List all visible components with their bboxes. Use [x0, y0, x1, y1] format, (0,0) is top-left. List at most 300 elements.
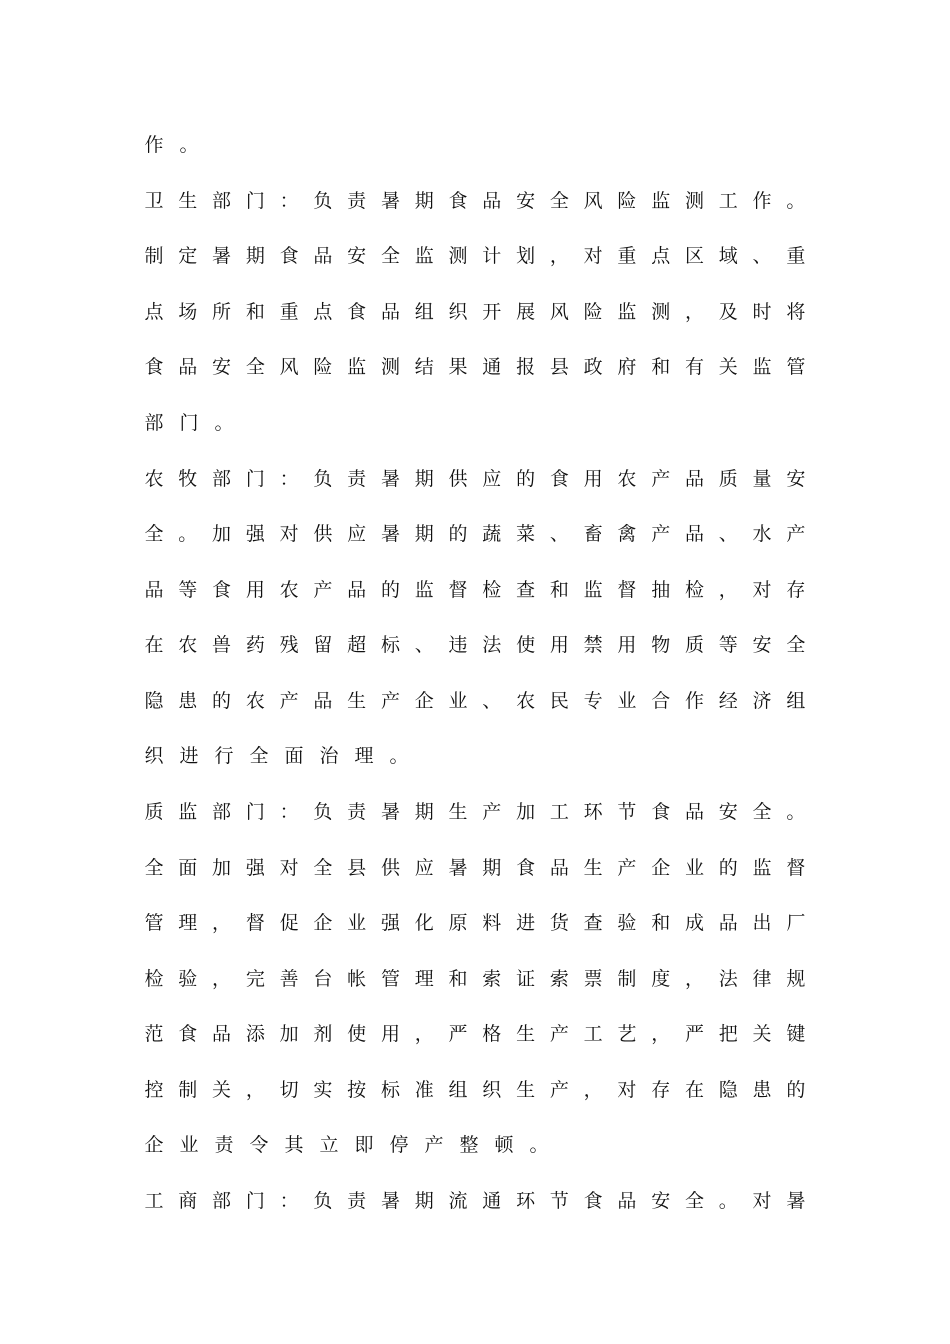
text-char: 监 [347, 356, 367, 378]
text-char: 食 [212, 579, 232, 601]
text-char: 键 [786, 1023, 806, 1045]
text-char: 禽 [617, 523, 637, 545]
text-char: 格 [482, 1023, 502, 1045]
text-char: 艺 [617, 1023, 637, 1045]
text-char: 兽 [212, 634, 232, 656]
text-char: 险 [583, 301, 603, 323]
text-char: 全 [684, 1190, 704, 1212]
text-char: 应 [414, 857, 434, 879]
text-char: 对 [617, 1079, 637, 1101]
text-line [144, 1186, 806, 1216]
text-char: 作 [684, 690, 704, 712]
text-char: 县 [347, 857, 367, 879]
text-char: 隐 [718, 1079, 738, 1101]
text-char: 加 [516, 801, 536, 823]
text-char: 法 [718, 968, 738, 990]
text-char: 业 [617, 690, 637, 712]
text-char: 全 [245, 356, 265, 378]
text-char: 。 [179, 134, 199, 156]
text-line [144, 1130, 806, 1160]
text-char: 安 [651, 1190, 671, 1212]
text-char: 的 [516, 468, 536, 490]
text-char: 重 [786, 245, 806, 267]
text-char: 作 [144, 134, 164, 156]
text-char: 负 [313, 801, 333, 823]
text-char: 用 [617, 634, 637, 656]
text-char: 切 [279, 1079, 299, 1101]
text-char: 生 [583, 857, 603, 879]
text-char: 农 [516, 690, 536, 712]
text-char: 规 [786, 968, 806, 990]
text-line [144, 1075, 806, 1105]
text-char: 负 [313, 1190, 333, 1212]
text-char: 业 [448, 690, 468, 712]
text-char: 善 [279, 968, 299, 990]
text-char: 、 [482, 690, 502, 712]
text-char: 索 [482, 968, 502, 990]
text-char: 企 [651, 857, 671, 879]
text-char: 行 [214, 745, 234, 767]
text-char: 患 [752, 1079, 772, 1101]
text-char: 票 [583, 968, 603, 990]
text-char: 将 [786, 301, 806, 323]
text-char: 药 [245, 634, 265, 656]
text-char: 产 [617, 857, 637, 879]
text-char: 食 [279, 245, 299, 267]
text-char: 强 [245, 857, 265, 879]
text-char: 暑 [212, 245, 232, 267]
text-char: 食 [583, 1190, 603, 1212]
text-char: 畜 [583, 523, 603, 545]
text-char: 门 [245, 190, 265, 212]
text-char: 强 [245, 523, 265, 545]
text-char: 安 [752, 634, 772, 656]
text-char: 负 [313, 190, 333, 212]
text-char: 农 [144, 468, 164, 490]
text-char: 期 [414, 801, 434, 823]
text-char: 展 [516, 301, 536, 323]
text-char: 关 [752, 1023, 772, 1045]
text-char: 的 [212, 690, 232, 712]
text-char: 患 [178, 690, 198, 712]
text-char: 水 [752, 523, 772, 545]
text-char: 在 [684, 1079, 704, 1101]
text-char: 部 [144, 412, 164, 434]
text-char: 品 [212, 1023, 232, 1045]
text-char: 期 [414, 523, 434, 545]
text-char: 标 [380, 634, 400, 656]
text-char: 安 [212, 356, 232, 378]
text-char: 所 [212, 301, 232, 323]
text-char: 食 [549, 468, 569, 490]
text-char: 等 [178, 579, 198, 601]
text-line [144, 408, 806, 438]
text-char: 和 [651, 912, 671, 934]
text-char: 和 [651, 356, 671, 378]
text-char: 全 [313, 857, 333, 879]
text-char: 。 [214, 412, 234, 434]
text-char: 。 [529, 1134, 549, 1156]
text-char: 品 [313, 245, 333, 267]
text-char: 厂 [786, 912, 806, 934]
text-char: 用 [549, 634, 569, 656]
text-char: 质 [144, 801, 164, 823]
text-char: 加 [279, 1023, 299, 1045]
text-char: 禁 [583, 634, 603, 656]
text-char: ， [684, 301, 704, 323]
text-char: 农 [617, 468, 637, 490]
text-char: 门 [245, 468, 265, 490]
text-char: 对 [583, 245, 603, 267]
text-char: 产 [651, 468, 671, 490]
text-char: 即 [354, 1134, 374, 1156]
text-char: 加 [212, 857, 232, 879]
text-char: 风 [549, 301, 569, 323]
text-char: 留 [313, 634, 333, 656]
text-char: 险 [313, 356, 333, 378]
text-char: 期 [414, 190, 434, 212]
text-char: 组 [448, 1079, 468, 1101]
text-char: 和 [448, 968, 468, 990]
text-char: 化 [414, 912, 434, 934]
text-char: 把 [718, 1023, 738, 1045]
text-char: 期 [245, 245, 265, 267]
text-char: 安 [516, 190, 536, 212]
text-char: 严 [684, 1023, 704, 1045]
text-char: 暑 [786, 1190, 806, 1212]
text-char: 农 [178, 634, 198, 656]
text-char: 品 [380, 301, 400, 323]
text-char: ， [718, 579, 738, 601]
text-char: 制 [617, 968, 637, 990]
text-char: 流 [448, 1190, 468, 1212]
text-char: 对 [752, 579, 772, 601]
text-char: 的 [448, 523, 468, 545]
text-char: 暑 [448, 857, 468, 879]
text-char: 组 [414, 301, 434, 323]
text-char: 验 [617, 912, 637, 934]
text-char: 供 [313, 523, 333, 545]
text-char: 用 [583, 468, 603, 490]
text-char: 结 [414, 356, 434, 378]
text-char: 品 [718, 912, 738, 934]
text-char: 经 [718, 690, 738, 712]
text-char: 使 [347, 1023, 367, 1045]
text-char: 全 [144, 857, 164, 879]
text-line [144, 1019, 806, 1049]
text-char: 停 [389, 1134, 409, 1156]
text-char: 品 [482, 190, 502, 212]
text-char: 工 [144, 1190, 164, 1212]
text-char: 关 [718, 356, 738, 378]
text-char: ， [549, 245, 569, 267]
text-char: ， [583, 1079, 603, 1101]
text-char: 产 [424, 1134, 444, 1156]
text-char: 业 [347, 912, 367, 934]
text-char: 督 [448, 579, 468, 601]
text-char: ， [212, 912, 232, 934]
text-char: 督 [617, 579, 637, 601]
text-char: 生 [347, 690, 367, 712]
text-char: 工 [583, 1023, 603, 1045]
text-char: 安 [347, 245, 367, 267]
text-char: 供 [380, 857, 400, 879]
text-char: 政 [583, 356, 603, 378]
text-char: 牧 [178, 468, 198, 490]
text-line [144, 297, 806, 327]
text-line [144, 464, 806, 494]
text-char: 门 [245, 1190, 265, 1212]
text-char: 超 [347, 634, 367, 656]
text-char: 令 [249, 1134, 269, 1156]
text-char: 理 [414, 968, 434, 990]
text-char: 责 [214, 1134, 234, 1156]
text-char: 督 [786, 857, 806, 879]
text-line [144, 797, 806, 827]
text-char: 暑 [380, 468, 400, 490]
text-char: 部 [212, 801, 232, 823]
text-char: 场 [178, 301, 198, 323]
text-char: 应 [347, 523, 367, 545]
text-char: 节 [617, 801, 637, 823]
text-char: 证 [516, 968, 536, 990]
text-char: 。 [786, 801, 806, 823]
text-char: 。 [786, 190, 806, 212]
text-char: 食 [347, 301, 367, 323]
text-char: 开 [482, 301, 502, 323]
text-char: 制 [144, 245, 164, 267]
text-char: 进 [516, 912, 536, 934]
text-char: 进 [179, 745, 199, 767]
text-char: 责 [347, 1190, 367, 1212]
text-char: 部 [212, 1190, 232, 1212]
text-char: 检 [144, 968, 164, 990]
text-char: 法 [482, 634, 502, 656]
text-char: 企 [414, 690, 434, 712]
text-char: 监 [752, 356, 772, 378]
text-char: 使 [516, 634, 536, 656]
text-char: 生 [516, 1023, 536, 1045]
text-char: 品 [684, 523, 704, 545]
text-char: 品 [313, 690, 333, 712]
text-char: 成 [684, 912, 704, 934]
text-char: 县 [549, 356, 569, 378]
text-char: 对 [279, 523, 299, 545]
text-char: 生 [448, 801, 468, 823]
text-char: 环 [583, 801, 603, 823]
text-char: ： [279, 190, 299, 212]
text-char: 台 [313, 968, 333, 990]
text-char: 品 [347, 579, 367, 601]
text-char: ： [279, 1190, 299, 1212]
text-char: 测 [448, 245, 468, 267]
text-char: 专 [583, 690, 603, 712]
text-char: 应 [482, 468, 502, 490]
text-char: 工 [549, 801, 569, 823]
text-char: 全 [249, 745, 269, 767]
text-char: 验 [178, 968, 198, 990]
text-char: 负 [313, 468, 333, 490]
text-char: 监 [583, 579, 603, 601]
text-char: 食 [516, 857, 536, 879]
text-line [144, 964, 806, 994]
text-char: 安 [718, 801, 738, 823]
text-char: 添 [245, 1023, 265, 1045]
text-char: 门 [179, 412, 199, 434]
text-char: 通 [482, 356, 502, 378]
text-char: 律 [752, 968, 772, 990]
text-char: 监 [414, 579, 434, 601]
text-char: 重 [617, 245, 637, 267]
text-char: 节 [549, 1190, 569, 1212]
text-char: 立 [319, 1134, 339, 1156]
text-char: 产 [482, 801, 502, 823]
text-char: 暑 [380, 523, 400, 545]
text-char: 蔬 [482, 523, 502, 545]
text-char: 风 [279, 356, 299, 378]
text-char: 食 [178, 1023, 198, 1045]
text-char: ， [684, 968, 704, 990]
text-char: 理 [354, 745, 374, 767]
text-char: 民 [549, 690, 569, 712]
text-char: 整 [459, 1134, 479, 1156]
text-char: 监 [651, 190, 671, 212]
text-line [144, 686, 806, 716]
text-char: 促 [279, 912, 299, 934]
text-char: 管 [144, 912, 164, 934]
text-char: 、 [718, 523, 738, 545]
text-char: 组 [786, 690, 806, 712]
text-char: 企 [313, 912, 333, 934]
text-char: 暑 [380, 801, 400, 823]
text-char: 重 [279, 301, 299, 323]
text-char: 用 [245, 579, 265, 601]
text-char: 及 [718, 301, 738, 323]
text-char: 品 [144, 579, 164, 601]
text-char: 质 [718, 468, 738, 490]
text-char: 、 [752, 245, 772, 267]
text-char: 其 [284, 1134, 304, 1156]
text-char: 府 [617, 356, 637, 378]
text-char: 实 [313, 1079, 333, 1101]
text-char: 存 [651, 1079, 671, 1101]
text-char: 加 [212, 523, 232, 545]
text-char: 原 [448, 912, 468, 934]
text-char: 、 [549, 523, 569, 545]
text-char: 食 [448, 190, 468, 212]
text-line [144, 630, 806, 660]
text-char: 残 [279, 634, 299, 656]
text-char: 品 [684, 801, 704, 823]
text-char: 业 [179, 1134, 199, 1156]
text-line [144, 519, 806, 549]
text-char: 出 [752, 912, 772, 934]
text-char: 食 [144, 356, 164, 378]
text-line [144, 130, 806, 160]
text-char: 查 [516, 579, 536, 601]
text-char: 区 [684, 245, 704, 267]
text-char: 全 [786, 634, 806, 656]
text-line [144, 241, 806, 271]
text-line [144, 352, 806, 382]
text-char: 菜 [516, 523, 536, 545]
text-char: 全 [549, 190, 569, 212]
text-char: 作 [752, 190, 772, 212]
text-char: 生 [516, 1079, 536, 1101]
text-char: 定 [178, 245, 198, 267]
text-char: 环 [516, 1190, 536, 1212]
text-char: 帐 [347, 968, 367, 990]
text-char: 监 [752, 857, 772, 879]
text-char: 控 [144, 1079, 164, 1101]
text-char: 品 [617, 1190, 637, 1212]
text-char: 门 [245, 801, 265, 823]
text-char: 对 [279, 857, 299, 879]
text-line [144, 575, 806, 605]
text-char: 险 [617, 190, 637, 212]
text-char: 全 [752, 801, 772, 823]
text-char: 有 [684, 356, 704, 378]
text-char: 期 [414, 468, 434, 490]
text-char: 。 [178, 523, 198, 545]
text-char: 全 [380, 245, 400, 267]
text-char: 通 [482, 1190, 502, 1212]
text-char: 产 [549, 1023, 569, 1045]
text-char: 货 [549, 912, 569, 934]
text-char: 在 [144, 634, 164, 656]
text-char: 剂 [313, 1023, 333, 1045]
text-char: 点 [144, 301, 164, 323]
text-char: 违 [448, 634, 468, 656]
text-char: 隐 [144, 690, 164, 712]
text-char: ， [212, 968, 232, 990]
text-char: 理 [178, 912, 198, 934]
text-char: 生 [178, 190, 198, 212]
text-char: 产 [786, 523, 806, 545]
text-char: 食 [651, 801, 671, 823]
text-char: 业 [684, 857, 704, 879]
text-char: 制 [178, 1079, 198, 1101]
text-char: 供 [448, 468, 468, 490]
text-char: 工 [718, 190, 738, 212]
text-char: 。 [718, 1190, 738, 1212]
text-char: 部 [212, 190, 232, 212]
text-char: 产 [380, 690, 400, 712]
text-char: 农 [245, 690, 265, 712]
text-char: 管 [380, 968, 400, 990]
text-char: 范 [144, 1023, 164, 1045]
text-char: 点 [313, 301, 333, 323]
text-char: 测 [380, 356, 400, 378]
text-char: 产 [279, 690, 299, 712]
text-char: ： [279, 468, 299, 490]
text-char: 果 [448, 356, 468, 378]
text-char: ， [651, 1023, 671, 1045]
text-char: 卫 [144, 190, 164, 212]
text-char: ： [279, 801, 299, 823]
text-char: 商 [178, 1190, 198, 1212]
text-char: 督 [245, 912, 265, 934]
text-char: 。 [389, 745, 409, 767]
text-char: 和 [245, 301, 265, 323]
text-char: 监 [414, 245, 434, 267]
text-char: 强 [380, 912, 400, 934]
text-char: 农 [279, 579, 299, 601]
text-char: 顿 [494, 1134, 514, 1156]
text-char: 产 [651, 523, 671, 545]
text-char: 测 [684, 190, 704, 212]
text-char: 产 [313, 579, 333, 601]
